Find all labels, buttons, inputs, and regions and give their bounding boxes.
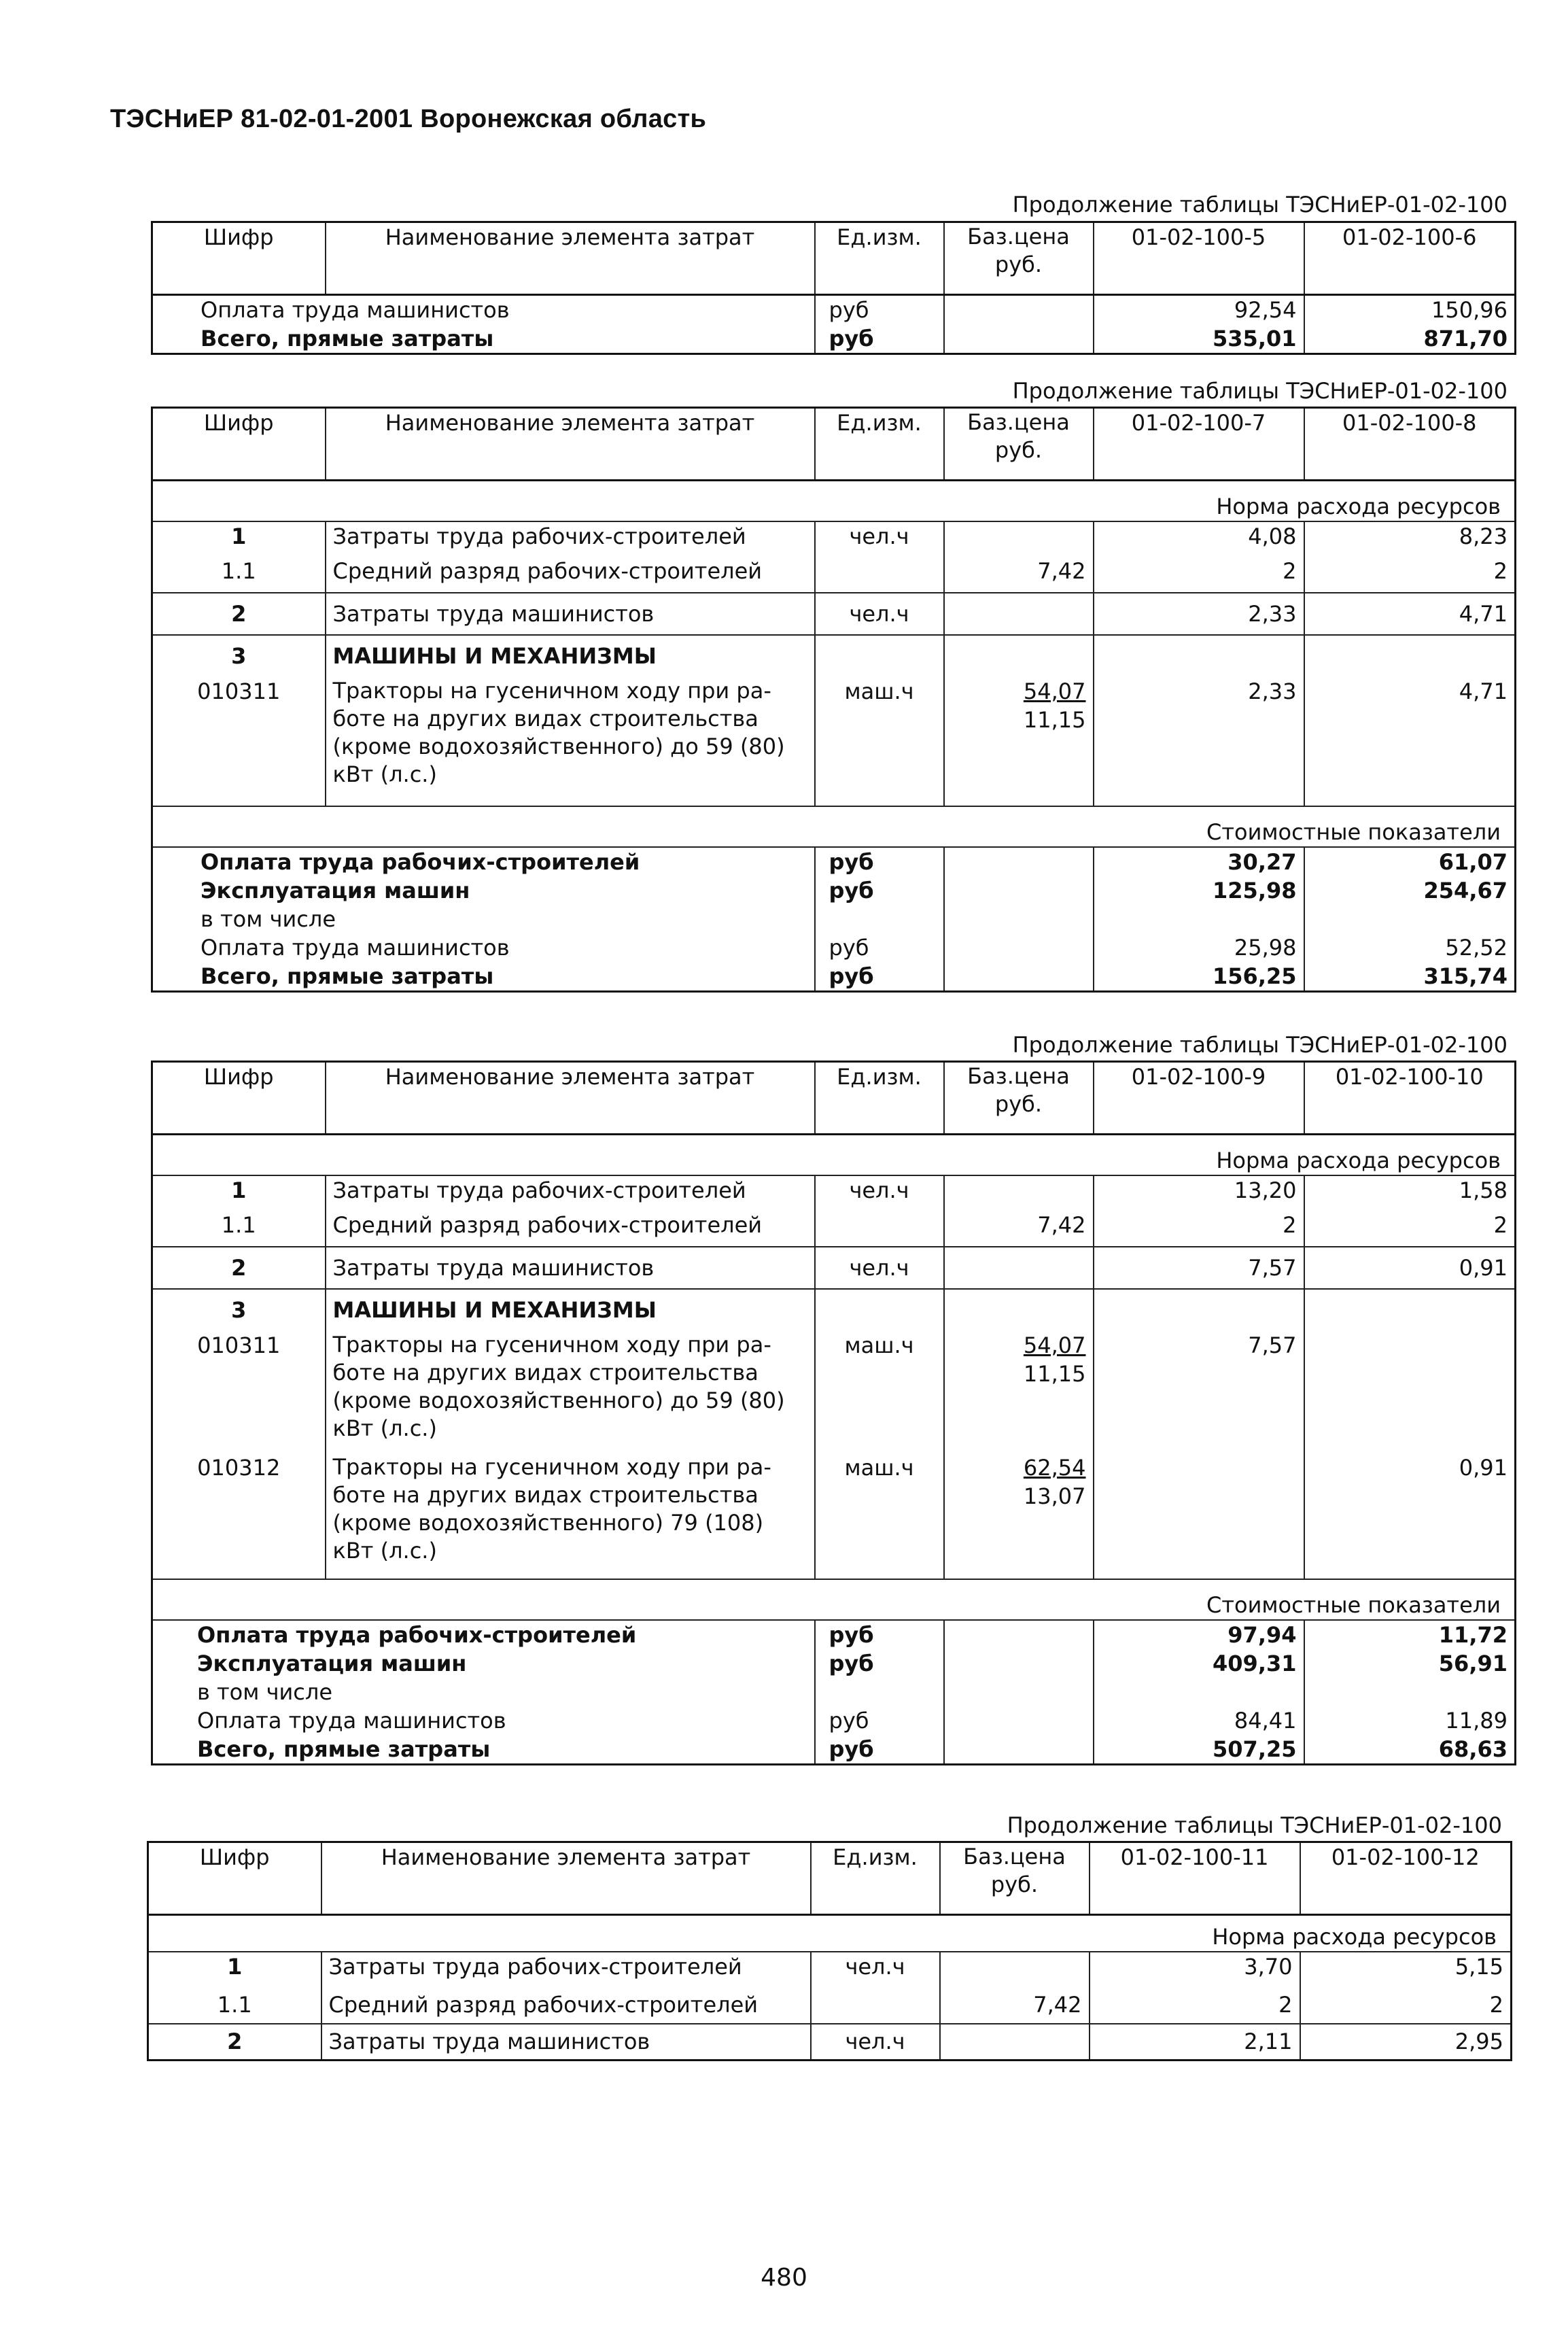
row-value-b: 2 bbox=[1304, 551, 1516, 593]
row-name: Средний разряд рабочих-строителей bbox=[326, 551, 815, 593]
table-row bbox=[152, 1706, 1516, 1735]
table1-caption: Продолжение таблицы ТЭСНиЕР-01-02-100 bbox=[1012, 192, 1508, 218]
row-value-b: 4,71 bbox=[1304, 593, 1516, 635]
header-price: Баз.цена руб. bbox=[944, 408, 1094, 481]
row-code: 010311 bbox=[152, 677, 326, 806]
row-name: Затраты труда рабочих-строителей bbox=[326, 1175, 815, 1205]
row-price bbox=[944, 677, 1094, 806]
row-value-b: 68,63 bbox=[1304, 1735, 1516, 1765]
row-price: 7,42 bbox=[944, 551, 1094, 593]
table2-header bbox=[152, 408, 1516, 481]
row-price: 7,42 bbox=[944, 1205, 1094, 1247]
row-name: Средний разряд рабочих-строителей bbox=[326, 1205, 815, 1247]
row-value-b: 4,71 bbox=[1304, 677, 1516, 806]
row-name: Затраты труда рабочих-строителей bbox=[321, 1952, 811, 1987]
table2 bbox=[151, 407, 1516, 993]
row-value-a: 2 bbox=[1094, 1205, 1304, 1247]
header-col-a: 01-02-100-7 bbox=[1094, 408, 1304, 481]
header-unit: Ед.изм. bbox=[811, 1842, 940, 1915]
row-unit: руб bbox=[815, 1735, 944, 1765]
row-value-a: 3,70 bbox=[1090, 1952, 1300, 1987]
header-col-b: 01-02-100-8 bbox=[1304, 408, 1516, 481]
row-unit: руб bbox=[815, 933, 944, 962]
row-name: Эксплуатация машин bbox=[152, 876, 815, 905]
table4-caption: Продолжение таблицы ТЭСНиЕР-01-02-100 bbox=[1007, 1812, 1502, 1838]
table-row bbox=[148, 1952, 1512, 1987]
row-value-b: 871,70 bbox=[1304, 324, 1516, 354]
row-code: 1.1 bbox=[148, 1987, 321, 2024]
row-unit: чел.ч bbox=[815, 521, 944, 551]
header-col-a: 01-02-100-11 bbox=[1090, 1842, 1300, 1915]
table3-header bbox=[152, 1062, 1516, 1135]
cost-label: Стоимостные показатели bbox=[152, 1579, 1516, 1620]
row-value-b: 52,52 bbox=[1304, 933, 1516, 962]
header-price: Баз.цена руб. bbox=[944, 1062, 1094, 1135]
row-price: 7,42 bbox=[940, 1987, 1090, 2024]
table4-header bbox=[148, 1842, 1512, 1915]
header-col-a: 01-02-100-5 bbox=[1094, 222, 1304, 295]
header-name: Наименование элемента затрат bbox=[321, 1842, 811, 1915]
row-price-top: 54,07 bbox=[1023, 678, 1086, 704]
row-code: 2 bbox=[148, 2024, 321, 2061]
table-row bbox=[152, 1620, 1516, 1649]
header-code: Шифр bbox=[148, 1842, 321, 1915]
row-unit: руб bbox=[815, 1620, 944, 1649]
norm-row bbox=[152, 1135, 1516, 1175]
row-value-b: 0,91 bbox=[1304, 1453, 1516, 1579]
row-name: Затраты труда машинистов bbox=[321, 2024, 811, 2061]
row-price-top: 62,54 bbox=[1023, 1454, 1086, 1481]
row-value-a: 535,01 bbox=[1094, 324, 1304, 354]
section-title: МАШИНЫ И МЕХАНИЗМЫ bbox=[326, 635, 815, 677]
header-price: Баз.цена руб. bbox=[944, 222, 1094, 295]
row-value-b: 11,72 bbox=[1304, 1620, 1516, 1649]
table-row bbox=[152, 1649, 1516, 1678]
table-row bbox=[152, 933, 1516, 962]
table-row bbox=[152, 1289, 1516, 1331]
row-name: в том числе bbox=[152, 1678, 815, 1706]
row-code: 2 bbox=[152, 1247, 326, 1289]
row-code: 3 bbox=[152, 1289, 326, 1331]
header-name: Наименование элемента затрат bbox=[326, 1062, 815, 1135]
cost-row bbox=[152, 1579, 1516, 1620]
row-price-bottom: 11,15 bbox=[1023, 706, 1086, 733]
row-value-a: 2,11 bbox=[1090, 2024, 1300, 2061]
row-value-a: 97,94 bbox=[1094, 1620, 1304, 1649]
row-code: 010311 bbox=[152, 1331, 326, 1453]
row-value-a: 92,54 bbox=[1094, 295, 1304, 325]
section-title: МАШИНЫ И МЕХАНИЗМЫ bbox=[326, 1289, 815, 1331]
table-row bbox=[152, 962, 1516, 992]
row-price bbox=[944, 1453, 1094, 1579]
row-value-a: 30,27 bbox=[1094, 847, 1304, 876]
table-row bbox=[152, 1175, 1516, 1205]
header-price: Баз.цена руб. bbox=[940, 1842, 1090, 1915]
row-name: Затраты труда рабочих-строителей bbox=[326, 521, 815, 551]
header-col-b: 01-02-100-10 bbox=[1304, 1062, 1516, 1135]
row-unit: руб bbox=[815, 324, 944, 354]
header-code: Шифр bbox=[152, 408, 326, 481]
row-value-a: 2 bbox=[1094, 551, 1304, 593]
row-value-a: 4,08 bbox=[1094, 521, 1304, 551]
table-row bbox=[152, 593, 1516, 635]
row-name: Оплата труда рабочих-строителей bbox=[152, 1620, 815, 1649]
page-number: 480 bbox=[761, 2264, 807, 2292]
row-unit: руб bbox=[815, 1649, 944, 1678]
row-value-b: 2 bbox=[1304, 1205, 1516, 1247]
row-value-b: 56,91 bbox=[1304, 1649, 1516, 1678]
row-price-bottom: 13,07 bbox=[1023, 1483, 1086, 1509]
row-price-bottom: 11,15 bbox=[1023, 1360, 1086, 1387]
row-value-b: 5,15 bbox=[1300, 1952, 1512, 1987]
row-unit: чел.ч bbox=[811, 1952, 940, 1987]
row-code: 3 bbox=[152, 635, 326, 677]
table-row bbox=[152, 1735, 1516, 1765]
row-unit: маш.ч bbox=[815, 1331, 944, 1453]
row-name: Средний разряд рабочих-строителей bbox=[321, 1987, 811, 2024]
document-title: ТЭСНиЕР 81-02-01-2001 Воронежская область bbox=[110, 105, 707, 133]
row-value-a: 84,41 bbox=[1094, 1706, 1304, 1735]
row-name: Всего, прямые затраты bbox=[152, 962, 815, 992]
row-name: Эксплуатация машин bbox=[152, 1649, 815, 1678]
row-unit: чел.ч bbox=[815, 1247, 944, 1289]
table-row bbox=[148, 2024, 1512, 2061]
table-row bbox=[152, 677, 1516, 806]
table-row bbox=[152, 635, 1516, 677]
table-row bbox=[152, 1205, 1516, 1247]
row-name: Оплата труда рабочих-строителей bbox=[152, 847, 815, 876]
row-value-b: 1,58 bbox=[1304, 1175, 1516, 1205]
row-price bbox=[944, 521, 1094, 551]
row-value-b: 254,67 bbox=[1304, 876, 1516, 905]
row-name: Оплата труда машинистов bbox=[152, 295, 815, 325]
table-row bbox=[152, 1453, 1516, 1579]
cost-label: Стоимостные показатели bbox=[152, 806, 1516, 847]
row-value-a: 409,31 bbox=[1094, 1649, 1304, 1678]
table2-caption: Продолжение таблицы ТЭСНиЕР-01-02-100 bbox=[1012, 378, 1508, 404]
row-value-b: 315,74 bbox=[1304, 962, 1516, 992]
table-row bbox=[152, 551, 1516, 593]
row-code: 010312 bbox=[152, 1453, 326, 1579]
header-name: Наименование элемента затрат bbox=[326, 408, 815, 481]
row-value-b: 11,89 bbox=[1304, 1706, 1516, 1735]
row-name: Тракторы на гусеничном ходу при ра-боте на других видах строительства (кроме водохозяйственного) до 59 (80) кВт (л.с.) bbox=[326, 677, 815, 806]
table-row bbox=[152, 1678, 1516, 1706]
row-value-b: 61,07 bbox=[1304, 847, 1516, 876]
row-value-b: 0,91 bbox=[1304, 1247, 1516, 1289]
row-name: Затраты труда машинистов bbox=[326, 1247, 815, 1289]
row-price bbox=[944, 1175, 1094, 1205]
row-code: 1.1 bbox=[152, 551, 326, 593]
row-value-a: 2,33 bbox=[1094, 593, 1304, 635]
row-value-a: 156,25 bbox=[1094, 962, 1304, 992]
row-name: Тракторы на гусеничном ходу при ра-боте на других видах строительства (кроме водохозяйственного) 79 (108) кВт (л.с.) bbox=[326, 1453, 815, 1579]
row-name: Оплата труда машинистов bbox=[152, 1706, 815, 1735]
norm-row bbox=[148, 1915, 1512, 1952]
row-code: 1 bbox=[152, 1175, 326, 1205]
row-value-a: 125,98 bbox=[1094, 876, 1304, 905]
row-unit: маш.ч bbox=[815, 677, 944, 806]
table-row bbox=[152, 324, 1516, 354]
row-code: 1.1 bbox=[152, 1205, 326, 1247]
table-row bbox=[152, 295, 1516, 325]
table-row bbox=[152, 847, 1516, 876]
row-unit: руб bbox=[815, 876, 944, 905]
row-unit: чел.ч bbox=[815, 1175, 944, 1205]
table-row bbox=[152, 521, 1516, 551]
table1-header bbox=[152, 222, 1516, 295]
row-name: Затраты труда машинистов bbox=[326, 593, 815, 635]
row-code: 1 bbox=[152, 521, 326, 551]
table-row bbox=[152, 905, 1516, 933]
header-unit: Ед.изм. bbox=[815, 222, 944, 295]
row-name: в том числе bbox=[152, 905, 815, 933]
table3 bbox=[151, 1061, 1516, 1765]
header-name: Наименование элемента затрат bbox=[326, 222, 815, 295]
table1 bbox=[151, 221, 1516, 355]
header-code: Шифр bbox=[152, 222, 326, 295]
row-unit: руб bbox=[815, 295, 944, 325]
table-row bbox=[152, 1247, 1516, 1289]
row-value-a: 507,25 bbox=[1094, 1735, 1304, 1765]
row-unit: руб bbox=[815, 1706, 944, 1735]
header-col-a: 01-02-100-9 bbox=[1094, 1062, 1304, 1135]
header-col-b: 01-02-100-12 bbox=[1300, 1842, 1512, 1915]
row-value-a: 13,20 bbox=[1094, 1175, 1304, 1205]
row-unit: маш.ч bbox=[815, 1453, 944, 1579]
header-unit: Ед.изм. bbox=[815, 1062, 944, 1135]
header-col-b: 01-02-100-6 bbox=[1304, 222, 1516, 295]
row-value-a: 25,98 bbox=[1094, 933, 1304, 962]
table4 bbox=[147, 1841, 1512, 2061]
row-name: Всего, прямые затраты bbox=[152, 1735, 815, 1765]
table3-caption: Продолжение таблицы ТЭСНиЕР-01-02-100 bbox=[1012, 1032, 1508, 1058]
norm-row bbox=[152, 481, 1516, 521]
row-value-b: 150,96 bbox=[1304, 295, 1516, 325]
row-value-a: 2 bbox=[1090, 1987, 1300, 2024]
row-value-a: 7,57 bbox=[1094, 1247, 1304, 1289]
row-value-a bbox=[1094, 1453, 1304, 1579]
row-code: 2 bbox=[152, 593, 326, 635]
row-code: 1 bbox=[148, 1952, 321, 1987]
row-unit: руб bbox=[815, 962, 944, 992]
table-row bbox=[148, 1987, 1512, 2024]
row-value-a: 2,33 bbox=[1094, 677, 1304, 806]
row-value-b: 2,95 bbox=[1300, 2024, 1512, 2061]
norm-label: Норма расхода ресурсов bbox=[148, 1915, 1512, 1952]
row-price-top: 54,07 bbox=[1023, 1332, 1086, 1358]
norm-label: Норма расхода ресурсов bbox=[152, 481, 1516, 521]
row-value-a: 7,57 bbox=[1094, 1331, 1304, 1453]
row-value-b: 2 bbox=[1300, 1987, 1512, 2024]
cost-row bbox=[152, 806, 1516, 847]
header-unit: Ед.изм. bbox=[815, 408, 944, 481]
norm-label: Норма расхода ресурсов bbox=[152, 1135, 1516, 1175]
row-name: Тракторы на гусеничном ходу при ра-боте на других видах строительства (кроме водохозяйственного) до 59 (80) кВт (л.с.) bbox=[326, 1331, 815, 1453]
row-unit: чел.ч bbox=[815, 593, 944, 635]
header-code: Шифр bbox=[152, 1062, 326, 1135]
row-unit: чел.ч bbox=[811, 2024, 940, 2061]
row-price bbox=[944, 1331, 1094, 1453]
table-row bbox=[152, 1331, 1516, 1453]
row-value-b: 8,23 bbox=[1304, 521, 1516, 551]
row-value-b bbox=[1304, 1331, 1516, 1453]
row-unit: руб bbox=[815, 847, 944, 876]
row-price bbox=[940, 1952, 1090, 1987]
row-name: Всего, прямые затраты bbox=[152, 324, 815, 354]
row-name: Оплата труда машинистов bbox=[152, 933, 815, 962]
table-row bbox=[152, 876, 1516, 905]
